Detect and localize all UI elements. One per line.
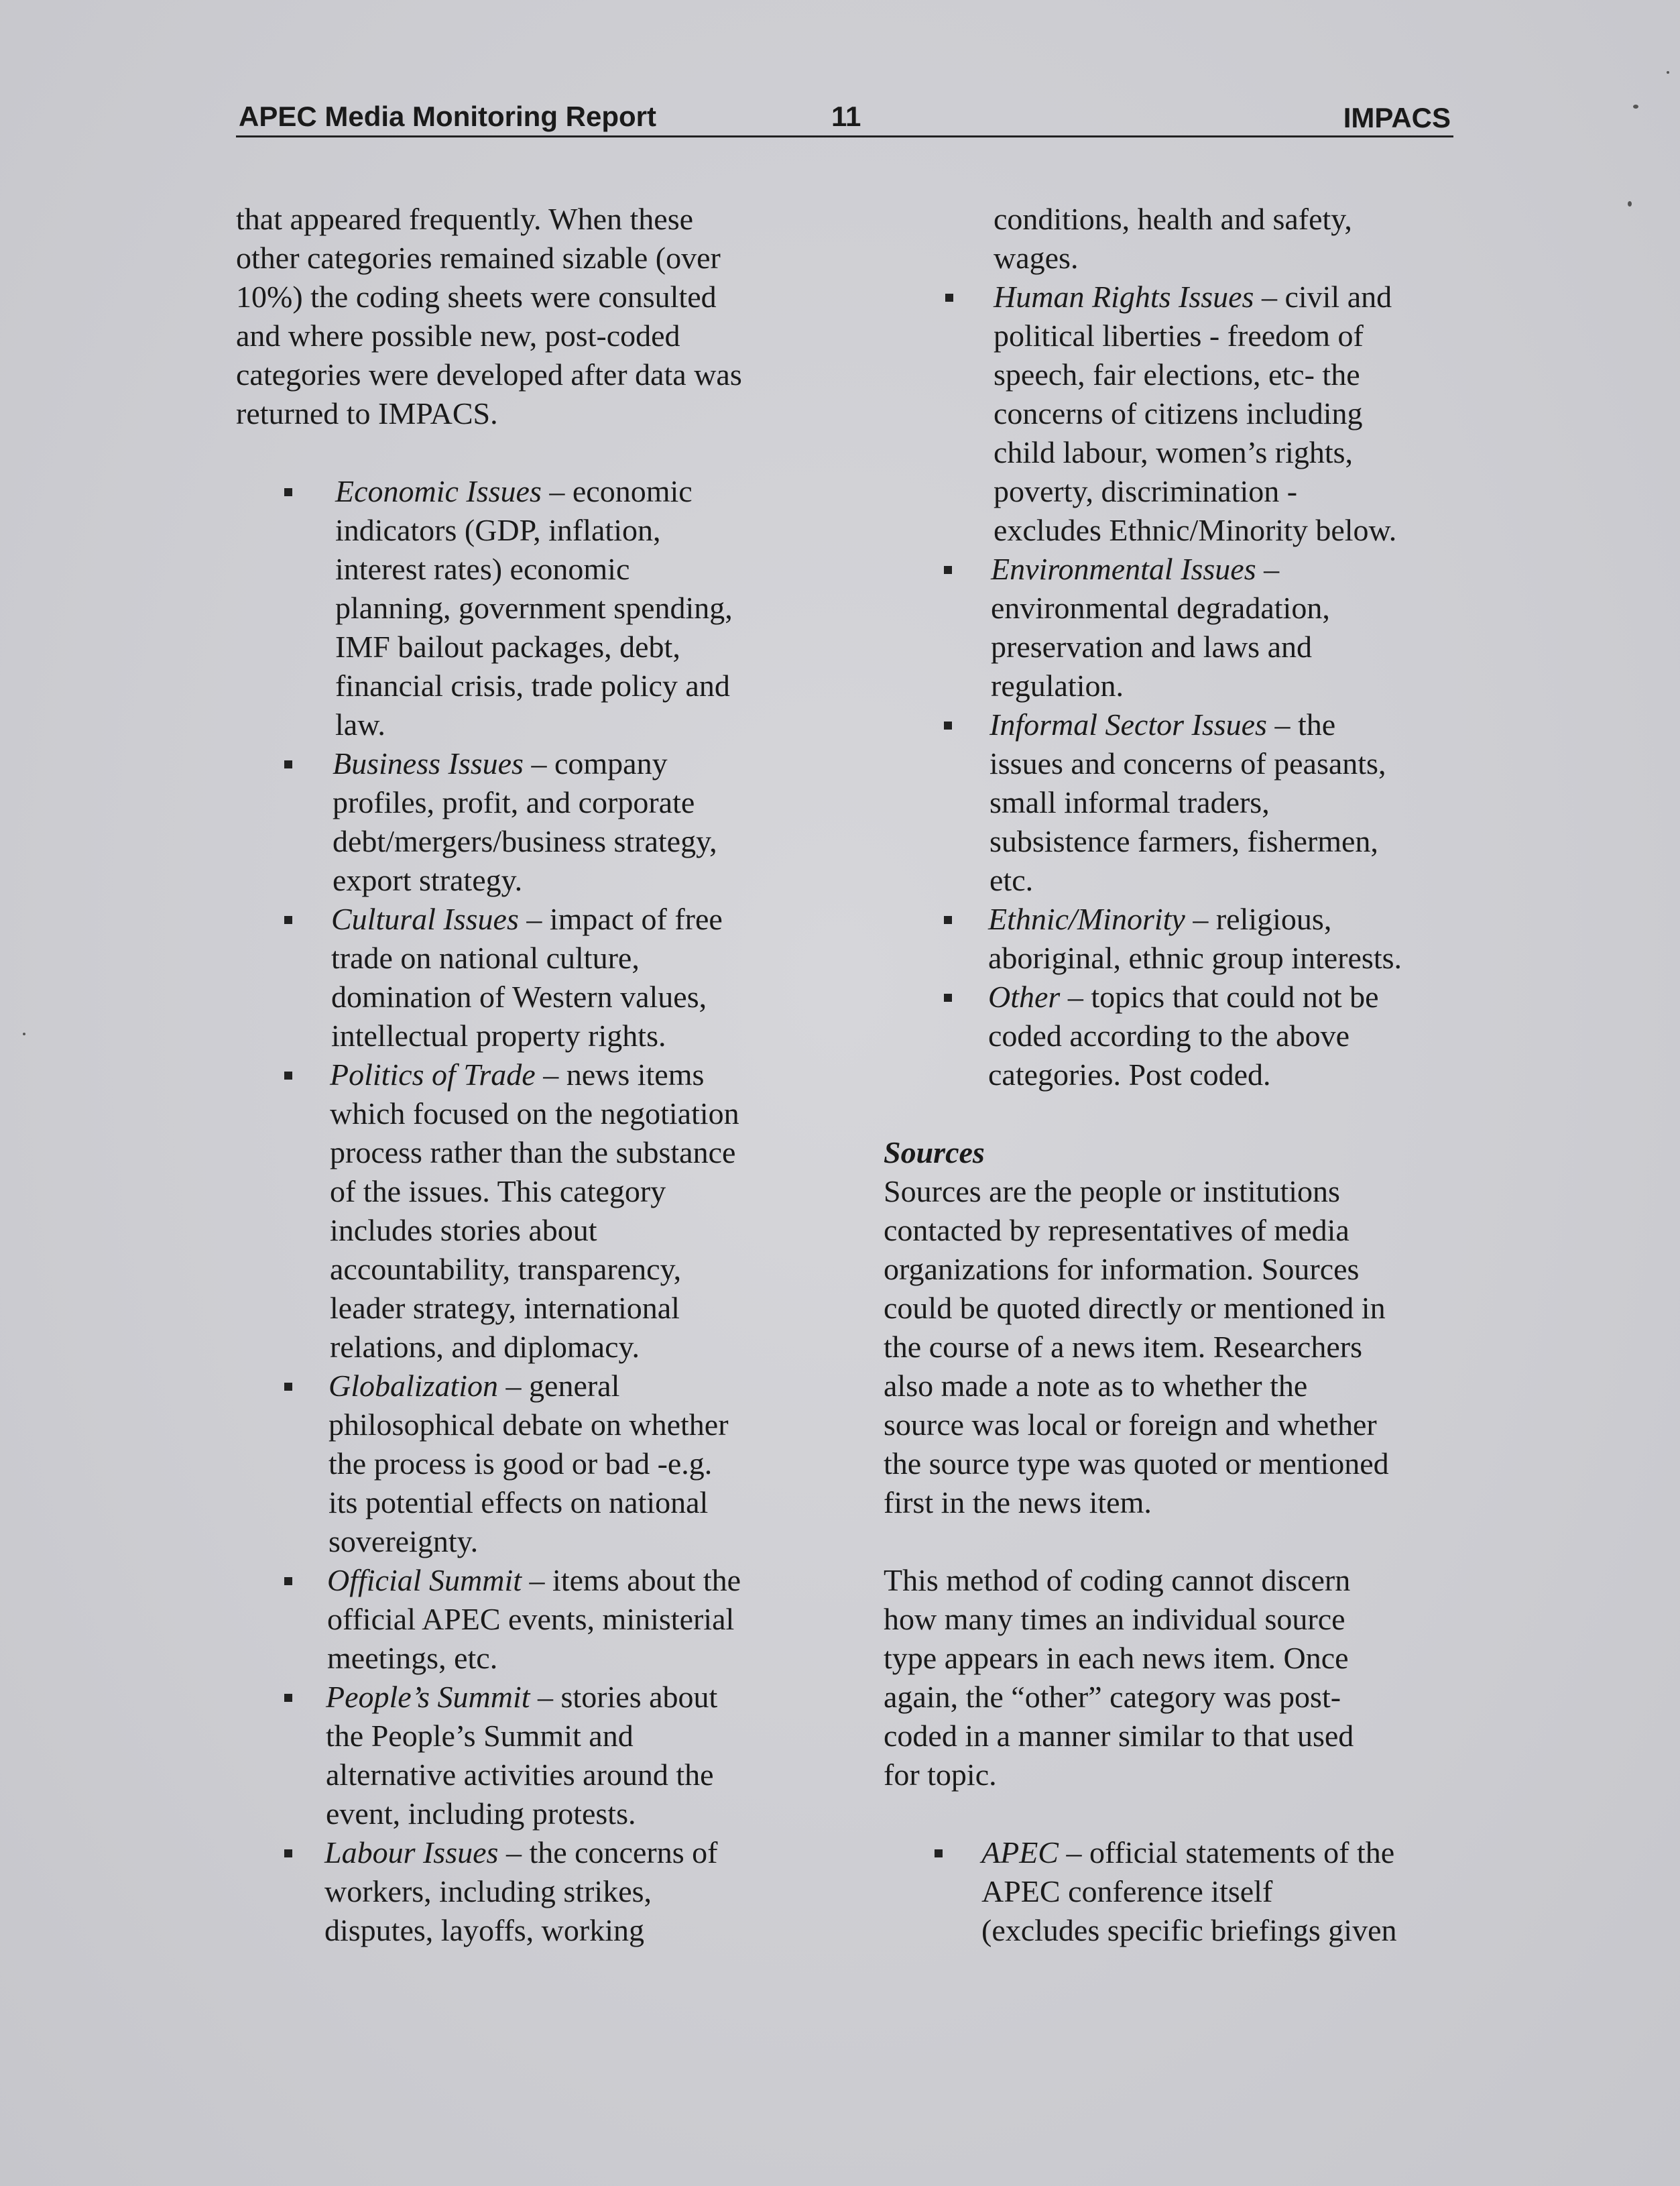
text-line: for topic. (884, 1758, 997, 1792)
item-text: (excludes specific briefings given (981, 1913, 1397, 1947)
item-text: intellectual property rights. (331, 1019, 666, 1053)
item-text: small informal traders, (989, 785, 1270, 819)
item-text: export strategy. (333, 863, 523, 897)
item-text: political liberties - freedom of (994, 319, 1364, 353)
bullet-icon (284, 1072, 292, 1080)
item-text: – topics that could not be (1060, 980, 1379, 1014)
list-item-informal-sector-issues (989, 705, 1474, 900)
text-line: contacted by representatives of media (884, 1213, 1349, 1247)
item-term: Environmental Issues (991, 552, 1256, 586)
intro-paragraph (236, 200, 839, 433)
scan-speck (1667, 71, 1669, 74)
list-item-labour-issues (324, 1833, 839, 1950)
text-line: also made a note as to whether the (884, 1369, 1308, 1403)
item-text: profiles, profit, and corporate (333, 785, 695, 819)
bullet-icon (284, 1694, 292, 1702)
item-term: Labour Issues (324, 1835, 499, 1869)
item-text: speech, fair elections, etc- the (994, 357, 1360, 392)
item-text: trade on national culture, (331, 941, 640, 975)
bullet-icon (935, 1849, 943, 1857)
item-text: includes stories about (330, 1213, 597, 1247)
item-text: aboriginal, ethnic group interests. (988, 941, 1402, 975)
page-number: 11 (831, 101, 861, 132)
scan-speck (1628, 201, 1632, 207)
list-item-official-summit (327, 1561, 839, 1678)
item-text: the People’s Summit and (326, 1719, 634, 1753)
list-item-other (988, 978, 1474, 1094)
item-text: – news items (535, 1057, 705, 1092)
item-term: Human Rights Issues (994, 280, 1254, 314)
item-term: APEC (981, 1835, 1059, 1869)
item-text: domination of Western values, (331, 980, 707, 1014)
item-text: excludes Ethnic/Minority below. (994, 513, 1397, 547)
item-text: interest rates) economic (335, 552, 630, 586)
item-text: conditions, health and safety, (994, 202, 1352, 236)
text-line: This method of coding cannot discern (884, 1563, 1351, 1597)
item-text: – stories about (530, 1680, 718, 1714)
item-text: categories. Post coded. (988, 1057, 1271, 1092)
text-line: the source type was quoted or mentioned (884, 1446, 1389, 1481)
item-text: debt/mergers/business strategy, (333, 824, 717, 858)
item-term: Ethnic/Minority (988, 902, 1185, 936)
text-line: again, the “other” category was post- (884, 1680, 1341, 1714)
item-text: of the issues. This category (330, 1174, 666, 1208)
item-text: – the concerns of (498, 1835, 718, 1869)
page-header (236, 93, 1453, 137)
item-term: Economic Issues (335, 474, 542, 508)
item-text: – items about the (522, 1563, 741, 1597)
list-item-globalization (328, 1367, 839, 1561)
text-line: and where possible new, post-coded (236, 319, 680, 353)
continued-item (994, 200, 1474, 278)
bullet-icon (944, 994, 952, 1002)
item-text: leader strategy, international (330, 1291, 680, 1325)
sources-paragraph (884, 1172, 1474, 1522)
item-term: Globalization (328, 1369, 499, 1403)
topic-list-continued (884, 278, 1474, 1094)
item-text: – economic (541, 474, 693, 508)
section-heading: Sources (884, 1135, 985, 1169)
item-text: – (1256, 552, 1280, 586)
item-text: child labour, women’s rights, (994, 435, 1354, 469)
item-text: alternative activities around the (326, 1758, 714, 1792)
item-text: – general (498, 1369, 620, 1403)
item-text: official APEC events, ministerial (327, 1602, 735, 1636)
text-line: first in the news item. (884, 1485, 1152, 1519)
item-text: planning, government spending, (335, 591, 733, 625)
item-text: – the (1266, 707, 1336, 742)
item-text: – civil and (1254, 280, 1392, 314)
item-text: its potential effects on national (328, 1485, 709, 1519)
item-text: poverty, discrimination - (994, 474, 1298, 508)
right-column (884, 200, 1474, 1950)
item-text: – impact of free (518, 902, 723, 936)
text-line: organizations for information. Sources (884, 1252, 1360, 1286)
item-term: Business Issues (333, 746, 524, 781)
item-text: the process is good or bad -e.g. (328, 1446, 713, 1481)
list-item-politics-of-trade (330, 1055, 839, 1367)
bullet-icon (284, 1849, 292, 1857)
item-text: – company (523, 746, 668, 781)
item-text: – official statements of the (1058, 1835, 1395, 1869)
bullet-icon (944, 566, 952, 574)
item-term: Official Summit (327, 1563, 522, 1597)
item-text: law. (335, 707, 385, 742)
text-line: how many times an individual source (884, 1602, 1345, 1636)
item-term: Informal Sector Issues (989, 707, 1267, 742)
bullet-icon (284, 916, 292, 924)
list-item-cultural-issues (331, 900, 839, 1055)
item-text: coded according to the above (988, 1019, 1349, 1053)
item-text: accountability, transparency, (330, 1252, 682, 1286)
bullet-icon (945, 294, 953, 302)
item-text: IMF bailout packages, debt, (335, 630, 680, 664)
item-text: issues and concerns of peasants, (989, 746, 1386, 781)
item-text: environmental degradation, (991, 591, 1330, 625)
item-text: regulation. (991, 669, 1124, 703)
text-line: coded in a manner similar to that used (884, 1719, 1354, 1753)
item-text: which focused on the negotiation (330, 1096, 739, 1131)
item-text: workers, including strikes, (324, 1874, 652, 1908)
item-text: subsistence farmers, fishermen, (989, 824, 1378, 858)
list-item-apec (981, 1833, 1474, 1950)
left-column (236, 200, 839, 1950)
item-term: People’s Summit (326, 1680, 530, 1714)
list-item-business-issues (333, 744, 839, 900)
item-text: concerns of citizens including (994, 396, 1363, 430)
item-text: financial crisis, trade policy and (335, 669, 730, 703)
item-text: preservation and laws and (991, 630, 1313, 664)
scan-speck (1633, 105, 1638, 109)
item-text: indicators (GDP, inflation, (335, 513, 661, 547)
bullet-icon (944, 916, 952, 924)
item-text: etc. (989, 863, 1034, 897)
list-item-peoples-summit (326, 1678, 839, 1833)
list-item-economic-issues (335, 472, 839, 744)
item-text: relations, and diplomacy. (330, 1330, 640, 1364)
item-text: APEC conference itself (981, 1874, 1273, 1908)
source-list (884, 1833, 1474, 1950)
text-line: 10%) the coding sheets were consulted (236, 280, 717, 314)
bullet-icon (944, 722, 952, 730)
scan-speck (23, 1033, 25, 1035)
sources-section (884, 1133, 1474, 1794)
list-item-environmental-issues (991, 550, 1474, 705)
text-line: the course of a news item. Researchers (884, 1330, 1362, 1364)
item-text: meetings, etc. (327, 1641, 498, 1675)
text-line: source was local or foreign and whether (884, 1407, 1377, 1442)
bullet-icon (284, 760, 292, 768)
topic-list (236, 472, 839, 1950)
item-text: philosophical debate on whether (328, 1407, 729, 1442)
coding-paragraph (884, 1561, 1474, 1794)
item-term: Cultural Issues (331, 902, 519, 936)
item-term: Politics of Trade (330, 1057, 536, 1092)
item-text: disputes, layoffs, working (324, 1913, 645, 1947)
bullet-icon (284, 1383, 292, 1391)
bullet-icon (284, 1577, 292, 1585)
text-line: could be quoted directly or mentioned in (884, 1291, 1386, 1325)
item-term: Other (988, 980, 1061, 1014)
item-text: wages. (994, 241, 1079, 275)
list-item-ethnic-minority (988, 900, 1474, 978)
item-text: process rather than the substance (330, 1135, 736, 1169)
item-text: – religious, (1185, 902, 1332, 936)
text-line: other categories remained sizable (over (236, 241, 721, 275)
report-title: APEC Media Monitoring Report (239, 101, 656, 132)
list-item-human-rights-issues (994, 278, 1474, 550)
item-text: event, including protests. (326, 1796, 636, 1831)
organization-name: IMPACS (1343, 102, 1451, 133)
text-line: type appears in each news item. Once (884, 1641, 1349, 1675)
text-line: returned to IMPACS. (236, 396, 498, 430)
text-line: categories were developed after data was (236, 357, 742, 392)
item-text: sovereignty. (328, 1524, 479, 1558)
text-line: that appeared frequently. When these (236, 202, 694, 236)
bullet-icon (284, 488, 292, 496)
text-line: Sources are the people or institutions (884, 1174, 1340, 1208)
